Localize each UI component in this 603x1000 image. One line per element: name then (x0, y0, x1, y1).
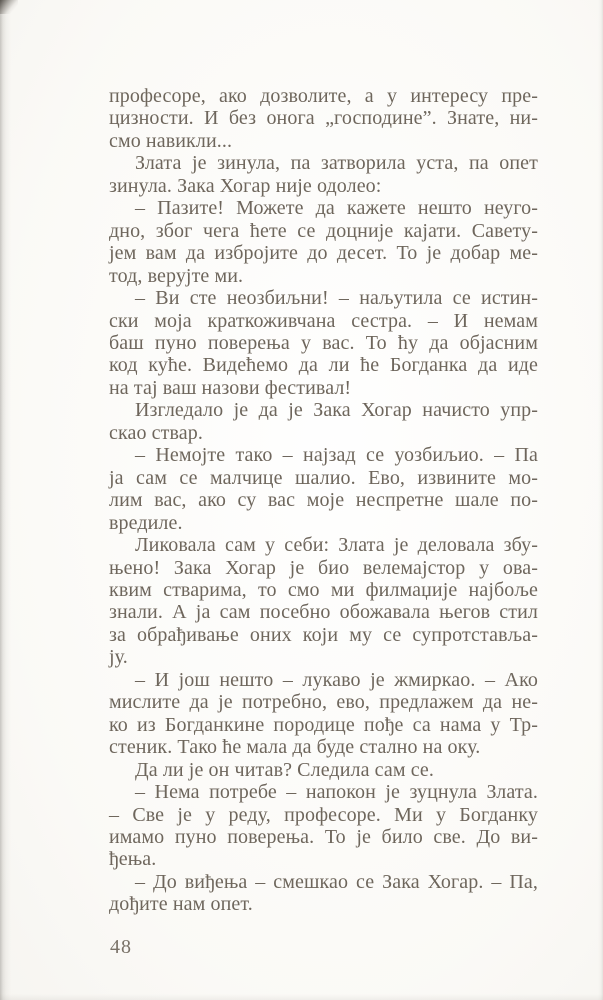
scan-shadow-left (0, 0, 11, 1000)
text-line: за обрађивање оних који му се супротставља- (109, 623, 538, 646)
scan-shadow-bottom (0, 994, 603, 1000)
text-line: јем вам да избројите до десет. То је добар ме- (109, 242, 538, 265)
text-line: на тај ваш назови фестивал! (109, 376, 352, 399)
page-text (109, 85, 538, 916)
text-line: дно, због чега ћете се доцније кајати. Савету- (109, 219, 538, 242)
text-line: вредиле. (109, 511, 183, 534)
text-line: – Нема потребе – напокон је зуцнула Злата. (135, 781, 538, 804)
text-line: ја сам се малчице шалио. Ево, извините мо- (109, 466, 538, 489)
text-line: – До виђења – смешкао се Зака Хогар. – Па, (135, 870, 538, 893)
text-line: Ликовала сам у себи: Злата је деловала збу- (135, 534, 538, 557)
text-line: ски моја краткоживчана сестра. – И немам (109, 309, 538, 332)
text-line: имамо пуно поверења. То је било све. До ви- (109, 825, 538, 848)
text-line: – Пазите! Можете да кажете нешто неуго- (135, 197, 538, 220)
text-line: – И још нешто – лукаво је жмиркао. – Ако (135, 668, 538, 691)
text-line: Изгледало је да је Зака Хогар начисто упр- (135, 399, 538, 422)
text-line: стеник. Тако ће мала да буде стално на оку. (109, 736, 481, 759)
text-line: зинула. Зака Хогар није одолео: (109, 174, 382, 197)
text-line: мислите да је потребно, ево, предлажем да не- (109, 691, 538, 714)
text-line: дођите нам опет. (109, 893, 253, 916)
text-line: – Ви сте неозбиљни! – наљутила се истин- (135, 287, 538, 310)
text-line: цизности. И без онога „господине”. Знате, ни- (109, 107, 538, 130)
text-line: смо навикли... (109, 129, 233, 152)
text-line: баш пуно поверења у вас. То ћу да објасним (109, 331, 538, 354)
text-line: – Све је у реду, професоре. Ми у Богданку (109, 803, 538, 826)
text-line: код куће. Видећемо да ли ће Богданка да иде (109, 354, 538, 377)
text-line: ју. (109, 646, 128, 669)
text-line: Злата је зинула, па затворила уста, па опет (135, 152, 538, 175)
text-line: скао ствар. (109, 421, 203, 444)
text-line: професоре, ако дозволите, а у интересу пре- (109, 85, 538, 107)
page-number: 48 (110, 936, 132, 958)
scan-corner-mark (0, 0, 18, 14)
text-line: знали. А ја сам посебно обожавала његов стил (109, 601, 538, 624)
text-line: Да ли је он читав? Следила сам се. (135, 758, 435, 781)
scan-shadow-right (598, 0, 603, 1000)
text-line: ђења. (109, 848, 157, 871)
text-line: њено! Зака Хогар је био велемајстор у ова- (109, 556, 538, 579)
text-line: тод, верујте ми. (109, 264, 244, 287)
text-line: квим стварима, то смо ми филмаџије најбоље (109, 578, 538, 601)
text-line: лим вас, ако су вас моје неспретне шале по- (109, 489, 538, 512)
text-line: ко из Богданкине породице пође са нама у Тр- (109, 713, 538, 736)
text-line: – Немојте тако – најзад се уозбиљио. – Па (135, 444, 538, 467)
